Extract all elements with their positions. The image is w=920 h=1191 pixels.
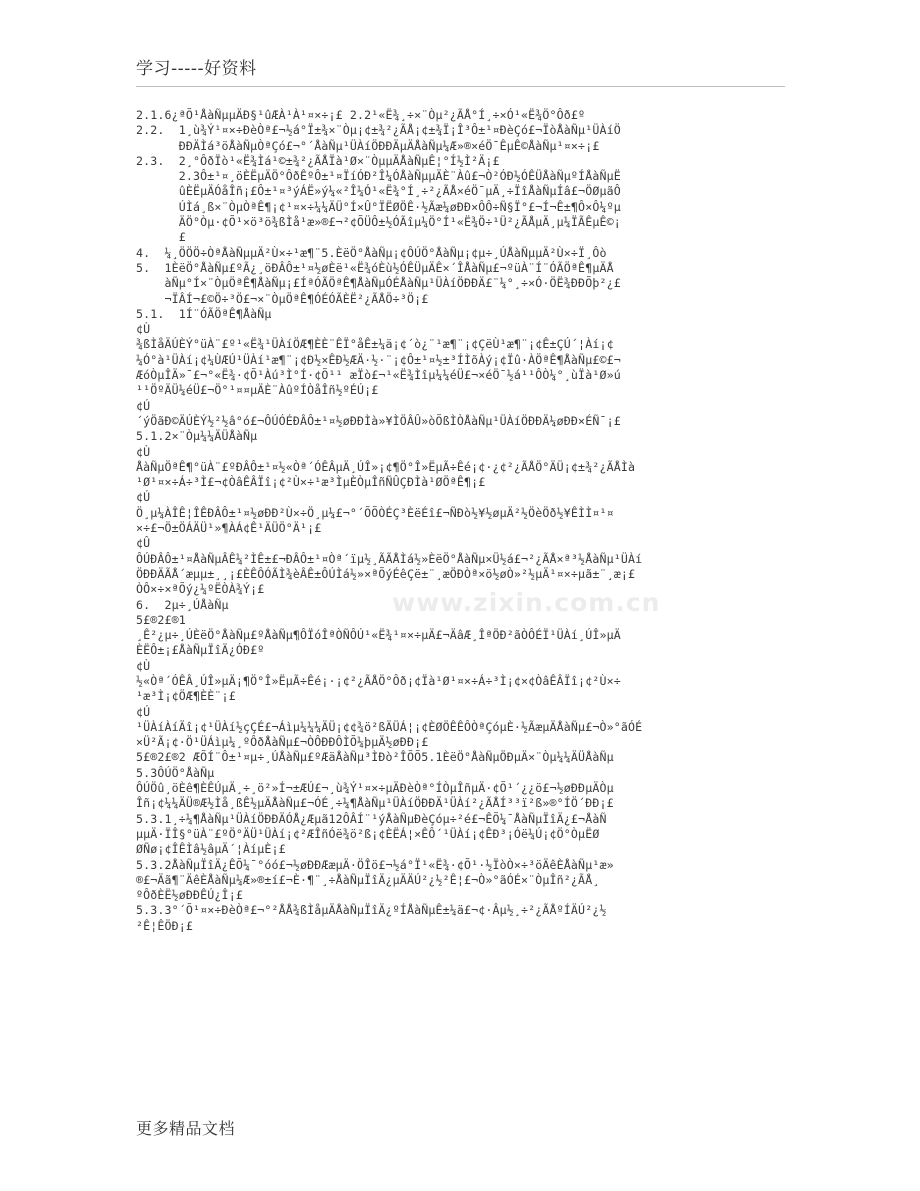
body-text-line: ÚÌá¸ß×¨ÒµÒªÊ¶¡¢¹¤×÷¼¼ÄÜ°Í×Û°ÏËØÖÊ·½Ãæ¼øÐÐ×ÔÔ÷Ñ§Ï°£¬Í¬Ê±¶Ô×Ô¼ºµ xyxy=(136,199,621,214)
body-text-line: 5£®2£®1 xyxy=(136,612,186,627)
body-text-line: ûÈËµÄÓåÎñ¡£Ô±¹¤³ýÁË»ý¼«²Î¼Ó¹«Ë¾°Í¸÷²¿ÃÅ×éÖ¯µÄ¸÷ÏîÅàÑµÍâ£¬ÖØµãÔ xyxy=(136,184,621,199)
body-text-line: 5.1.2×¨Òµ¼¼ÄÜÅàÑµ xyxy=(136,429,258,444)
body-text-line: µµÄ·ÏÎ§°üÀ¨£ºÖ°ÄÜ¹ÜÀí¡¢²ÆÎñÓë¾ö²ß¡¢ÈËÁ¦×ÊÔ´¹ÜÀí¡¢ÊÐ³¡Óë¼Ú¡¢Ö°ÒµËØ xyxy=(136,826,600,841)
body-text-line: ²Ê¦ÊÖÐ¡£ xyxy=(136,918,194,933)
body-text-line: àÑµ°Í×¨ÒµÖªÊ¶ÅàÑµ¡£ÍªÓÃÖªÊ¶ÅàÑµÓÉÅàÑµ¹ÜÀíÖÐÐÄ£¨¼°¸÷×Ó·ÖË¾ÐÐÕþ²¿£ xyxy=(136,276,621,291)
body-text-line: ¢Û xyxy=(136,536,151,551)
body-text-line: 5.3.3°´Õ¹¤×÷ÐèÒª£¬°²ÅÅ¾ßÌåµÄÅàÑµÏîÄ¿ºÍÅàÑµÊ±¼ä£¬¢·Âµ½¸÷²¿ÃÅºÍÄÚ²¿½ xyxy=(136,903,607,918)
body-text-line: 5.1. 1Í¨ÓÃÖªÊ¶ÅàÑµ xyxy=(136,306,272,321)
body-text-line: ¼Ó°à¹ÜÀí¡¢¼ÙÆÚ¹ÜÀí¹æ¶¨¡¢Ð½×ÊÐ½ÆÄ·½·¨¡¢Ô±¹¤½±³ÍÌõÀý¡¢Ïû·ÀÖªÊ¶ÅàÑµ£©£¬ xyxy=(136,352,621,367)
body-text-line: ¹Ø¹¤×÷Á÷³Ì£¬¢ÒâÊÂÏî¡¢²Ù×÷¹æ³ÌµÈÒµÎñÑÛÇÐÌà¹ØÖªÊ¶¡£ xyxy=(136,475,486,490)
page-footer-text: 更多精品文档 xyxy=(136,1119,236,1138)
body-text-line: ¾ßÌåÄÚÈÝ°üÀ¨£º¹«Ë¾¹ÜÀíÖÆ¶ÈÈ¨ÊÏ°åÊ±¼ä¡¢´ò¿¨¹æ¶¨¡¢ÇëÙ¹æ¶¨¡¢Ê±ÇÚ´¦Àí¡¢ xyxy=(136,337,614,352)
body-text-line: ×÷£¬Ö±ÖÁÄÜ¹»¶ÀÁ¢Ê¹ÄÜÖ°Ä¹¡£ xyxy=(136,521,322,536)
document-body xyxy=(136,108,788,934)
body-text-line: 2.3. 2¸°ÔðÏò¹«Ë¾Ìá¹©±¾²¿ÃÅÏà¹Ø×¨ÒµµÄÅàÑµÊ¦°Í½Ì²Ä¡£ xyxy=(136,153,500,168)
body-text-line: ¢Ù xyxy=(136,658,151,673)
page-header-title: 学习-----好资料 xyxy=(136,59,257,79)
body-text-line: ¹æ³Ì¡¢ÖÆ¶ÈÈ¨¡£ xyxy=(136,689,236,704)
body-text-line: ÈËÔ±¡£ÅàÑµÏîÄ¿ÓÐ£º xyxy=(136,643,265,658)
body-text-line: ¢Ú xyxy=(136,490,151,505)
body-text-line: 2.3Ô±¹¤¸öÈËµÄÖ°ÔðÊºÔ±¹¤ÏíÓÐ²Î¼ÓÅàÑµµÄÈ¨Àû£¬Ò²ÓÐ½ÓÊÜÅàÑµºÍÅàÑµË xyxy=(136,169,621,184)
body-text-line: £ xyxy=(136,230,186,245)
body-text-line: ¹¹ÖºÄÜ¼éÜ£¬Ö°¹¤¤µÄÈ¨ÀûºÍÒåÎñ½ºÉÚ¡£ xyxy=(136,383,379,398)
body-text-line: 5. 1ÈëÖ°ÅàÑµ£ºÃ¿¸öÐÂÔ±¹¤½øÈë¹«Ë¾óÈù½ÓÊÜµÄÊ×´ÎÅàÑµ£¬ºüÀ¨Í¨ÓÃÖªÊ¶µÄÅ xyxy=(136,260,614,275)
body-text-line: ÔÚÖû¸öÈê¶ÈÊÚµÄ¸÷¸ö²»Í¬±ÆÚ£¬¸ù¾Ý¹¤×÷µÄÐèÒª°ÍÒµÎñµÄ·¢Õ¹´¿¿ö£¬½øÐÐµÄÒµ xyxy=(136,781,614,796)
body-text-line: ¢Ù xyxy=(136,322,151,337)
body-text-line: 6. 2µ÷¸ÚÅàÑµ xyxy=(136,597,229,612)
body-text-line: ¢Ú xyxy=(136,398,151,413)
body-text-line: Îñ¡¢¼¼ÄÜ®Æ½Ìå¸ßÊ½µÄÅàÑµ£¬ÓÉ¸÷¼¶ÅàÑµ¹ÜÀíÖÐÐÄ¹ÜÀí²¿ÃÅÍ³³ï²ß»®°ÍÖ´ÐÐ¡£ xyxy=(136,796,614,811)
body-text-line: ºÔðÈË½øÐÐÊÚ¿Î¡£ xyxy=(136,888,243,903)
body-text-line: ¬ÏÂÍ¬£©Ö÷³Ö£¬×¨ÒµÖªÊ¶ÓÉÓÃÈË²¿ÃÅÖ÷³Ö¡£ xyxy=(136,291,429,306)
body-text-line: ÆóÒµÎÄ»¯£¬°«Ë¾·¢Õ¹Àú³Ì°Í·¢Õ¹¹ æÏò£¬¹«Ë¾Ìîµ¼¼éÜ£¬×éÖ¯½á¹¹ÔÒ¼°¸ùÏà¹Ø»ú xyxy=(136,368,621,383)
body-text-line: ÅàÑµÖªÊ¶°üÀ¨£ºÐÂÔ±¹¤½«Òª´ÓÊÂµÄ¸ÚÎ»¡¢¶Ö°Î»ËµÃ÷Êé¡¢·¿¢²¿ÃÅÖ°ÄÜ¡¢±¾²¿ÃÅÌà xyxy=(136,459,636,474)
body-text-line: Ö¸µ¼ÀÎÊ¦ÎÊÐÂÔ±¹¤½øÐÐ²Ù×÷Ö¸µ¼£¬°´ÕÕÒÉÇ³ÈëÉî£¬ÑÐò½¥½øµÄ²½ÖèÖð½¥ÊÌÌ¤¹¤ xyxy=(136,505,614,520)
body-text-line: ÒÔ×÷×ªÕý¿¼ºËÒÀ¾Ý¡£ xyxy=(136,582,265,597)
body-text-line: ®£¬Äã¶¨ÄêÈÅàÑµ¼Æ»®±í£¬È·¶¨¸÷ÅàÑµÏîÄ¿µÄÄÚ²¿½²Ê¦£¬Ò»°ãÓÉ×¨ÒµÎñ²¿ÃÅ¸ xyxy=(136,872,600,887)
body-text-line: ¸Ê²¿µ÷¸ÚÈëÖ°ÅàÑµ£ºÅàÑµ¶ÔÏóÎªÒÑÔÚ¹«Ë¾¹¤×÷µÄ£¬ÄâÆ¸ÎªÖÐ²ãÒÔÉÏ¹ÜÀí¸ÚÎ»µÄ xyxy=(136,628,621,643)
body-text-line: ¢Ù xyxy=(136,444,151,459)
watermark: www.zixin.com.cn xyxy=(392,588,661,617)
header-divider xyxy=(136,86,785,87)
body-text-line: ÔÚÐÂÔ±¹¤ÅàÑµÂÊ¼²ÌÊ±£¬ÐÂÔ±¹¤Òª´ïµ½¸ÃÃÅÌá½»ÈëÖ°ÅàÑµ×Ü½á£¬²¿ÃÅ×ª³½ÅàÑµ¹ÜÀí xyxy=(136,551,643,566)
body-text-line: ØÑø¡¢ÎÊÌâ½âµÄ´¦ÀíµÈ¡£ xyxy=(136,842,286,857)
body-text-line: ×Ü²Ã¡¢·Ö¹ÜÁìµ¼¸ºÔðÅàÑµ£¬ÒÔÐÐÔÌÕ¼þµÄ½øÐÐ¡£ xyxy=(136,735,429,750)
body-text-line: ÄÖ°Òµ·¢Õ¹×ö³ö¾ßÌå¹æ»®£¬²¢ÕÜÔ±½ÓÃîµ¼Ö°Í¹«Ë¾Ö÷¹Ü²¿ÃÅµÄ¸µ¼ÏÃÊµÊ©¡ xyxy=(136,215,621,230)
body-text-line: 5.3.2ÅàÑµÏîÄ¿ÊÕ¼¯°óó£¬½øÐÐÆæµÄ·ÖÎö£¬½á°Ï¹«Ë¾·¢Õ¹·½ÏòÒ×÷³öÄêÈÅàÑµ¹æ» xyxy=(136,857,614,872)
body-text-line: 2.1.6¿ªÕ¹ÅàÑµµÄÐ§¹ûÆÀ¹À¹¤×÷¡£ 2.2¹«Ë¾¸÷×¨Òµ²¿ÃÅ°Í¸÷×Ó¹«Ë¾Ö°Ôð£º xyxy=(136,108,586,122)
body-text-line: ´ýÖãÐ©ÄÚÈÝ½²½â°ó£¬ÔÚÓÉÐÂÔ±¹¤½øÐÐÌà»¥ÌÖÂÛ»òÕßÌÒÅàÑµ¹ÜÀíÖÐÐÄ¼øÐÐ×ÉÑ¯¡£ xyxy=(136,413,621,428)
body-text-line: 4. ¼¸ÖÖÖ÷ÒªÅàÑµµÄ²Ù×÷¹æ¶¨5.ÈëÖ°ÅàÑµ¡¢ÔÚÖ°ÅàÑµ¡¢µ÷¸ÚÅàÑµµÄ²Ù×÷Ï¸Ôò xyxy=(136,245,607,260)
body-text-line: ÖÐÐÄÃÅ´æµµ±¸¸¡£ÈÊÔÓÃÌ¾èÂÊ±ÔÚÌá½»×ªÕýÉêÇë±¨¸æÖÐÒª×ö½øÒ»²½µÄ¹¤×÷µã±¨¸æ¡£ xyxy=(136,566,636,581)
body-text-line: 5.3ÔÚÖ°ÅàÑµ xyxy=(136,765,215,780)
body-text-line: 2.2. 1¸ù¾Ý¹¤×÷ÐèÒª£¬½á°Ï±¾×¨Òµ¡¢±¾²¿ÃÅ¡¢±¾Ï¡Î³Ô±¹¤ÐèÇó£¬ÏòÅàÑµ¹ÜÀíÖ xyxy=(136,123,621,138)
body-text-line: ½«Òª´ÓÊÂ¸ÚÎ»µÄ¡¶Ö°Î»ËµÃ÷Êé¡·¡¢²¿ÃÅÖ°Ôð¡¢Ïà¹Ø¹¤×÷Á÷³Ì¡¢×¢ÒâÊÂÏî¡¢²Ù×÷ xyxy=(136,673,621,688)
body-text-line: ¹ÜÀíÀíÄî¡¢¹ÜÀí½çÇÉ£¬Áìµ¼¼¼ÄÜ¡¢¢¾ö²ßÄÜÁ¦¡¢ÈØÖÊÊÔÒªÇóµÈ·½ÃæµÄÅàÑµ£¬Ò»°ãÓÉ xyxy=(136,719,643,734)
body-text-line: ÐÐÄÌá³öÅàÑµÒªÇó£¬°´ÅàÑµ¹ÜÀíÖÐÐÄµÄÅàÑµ¼Æ»®×éÖ¯ÊµÊ©ÅàÑµ¹¤×÷¡£ xyxy=(136,138,600,153)
body-text-line: ¢Ú xyxy=(136,704,151,719)
body-text-line: 5.3.1¸÷¼¶ÅàÑµ¹ÜÀíÖÐÐÄÓÅ¿Æµã12ÔÂÍ¨¹ýÅàÑµÐèÇóµ÷²é£¬ÊÕ¼¯ÅàÑµÏîÄ¿£¬ÅàÑ xyxy=(136,811,607,826)
body-text-line: 5£®2£®2 ÆÕÍ¨Ô±¹¤µ÷¸ÚÅàÑµ£ºÆäÅàÑµ³ÌÐò²ÎÕÕ5.1ÈëÖ°ÅàÑµÖÐµÄ×¨Òµ¼¼ÄÜÅàÑµ xyxy=(136,750,614,765)
